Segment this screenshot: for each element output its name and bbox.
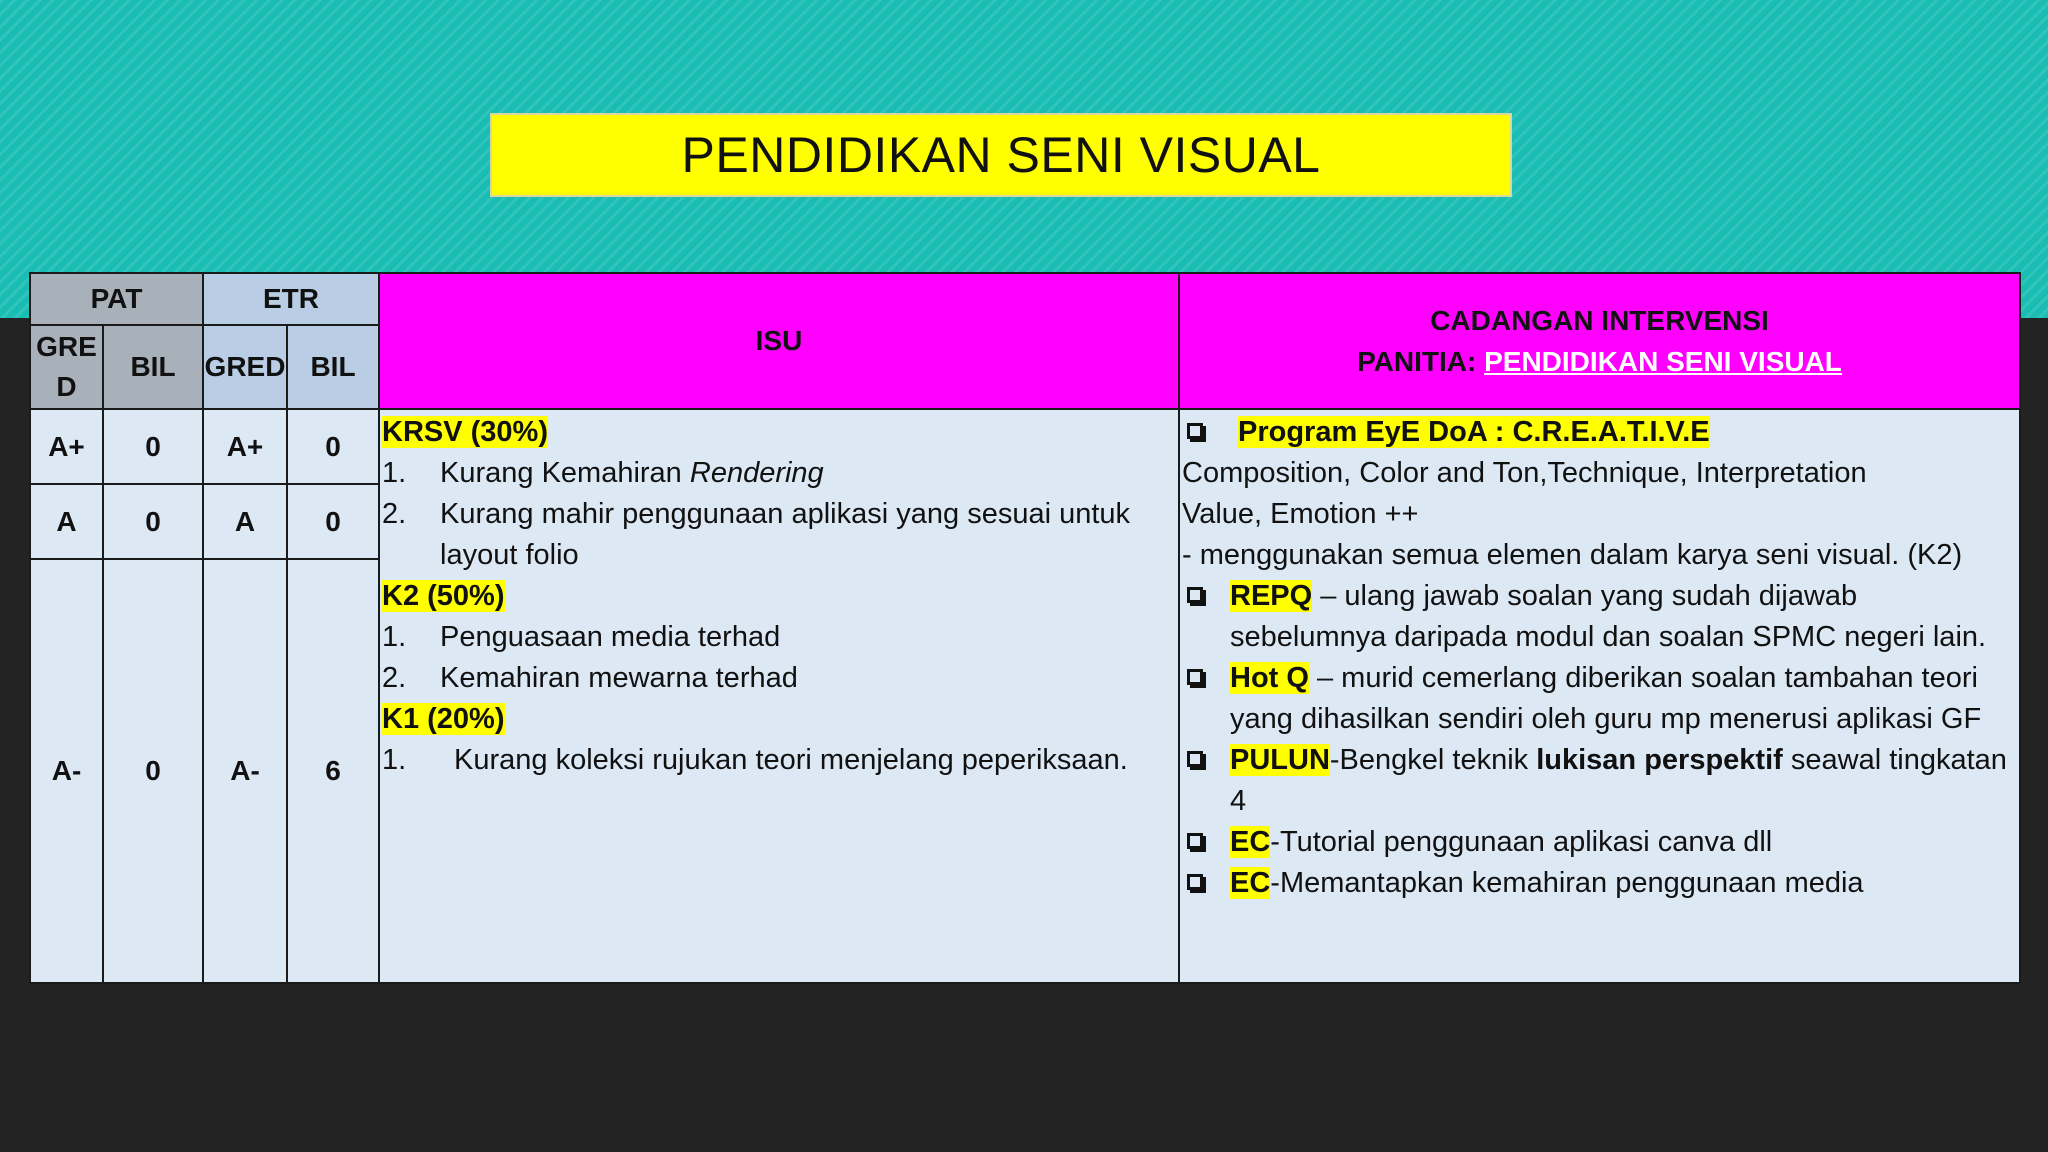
cadangan-content [1179, 409, 2020, 983]
program-desc-1: Composition, Color and Ton,Technique, Interpretation [1182, 457, 1867, 489]
header-pat-gred: GRED [30, 325, 103, 409]
etr-gred-cell: A+ [203, 409, 287, 484]
list-item [1182, 658, 2015, 740]
ec2-label: EC [1230, 867, 1271, 899]
header-pat: PAT [30, 273, 203, 325]
header-cadangan-line1: CADANGAN INTERVENSI [1430, 305, 1769, 336]
list-number: 1. [382, 621, 407, 653]
header-cadangan-colon: : [1466, 346, 1485, 377]
etr-gred-cell: A- [203, 559, 287, 983]
header-cadangan-line2 [1180, 341, 2019, 382]
header-cadangan-prefix: PANITIA [1357, 346, 1467, 377]
table-row [30, 409, 2020, 484]
list-item [382, 740, 1172, 781]
checkbox-square-icon [1182, 822, 1230, 863]
isu-content [379, 409, 1179, 983]
repq-label: REPQ [1230, 580, 1313, 612]
ec2-text: -Memantapkan kemahiran penggunaan media [1270, 867, 1864, 899]
repq-text: – ulang jawab soalan yang sudah dijawab sebelumnya daripada modul dan soalan SPMC negeri lain. [1230, 580, 1987, 653]
pat-bil-cell: 0 [103, 484, 203, 559]
list-item [1182, 576, 2015, 658]
pat-bil-cell: 0 [103, 559, 203, 983]
krsv-label: KRSV (30%) [382, 416, 548, 448]
k2-label: K2 (50%) [382, 580, 505, 612]
list-number: 1. [382, 457, 407, 489]
program-label: Program EyE DoA : C.R.E.A.T.I.V.E [1238, 416, 1710, 448]
checkbox-square-icon [1182, 412, 1238, 453]
pulun-text-a: -Bengkel teknik [1329, 744, 1537, 776]
header-etr-bil: BIL [287, 325, 379, 409]
checkbox-square-icon [1182, 863, 1230, 904]
hotq-text: – murid cemerlang diberikan soalan tambahan teori yang dihasilkan sendiri oleh guru mp menerusi aplikasi GF [1230, 662, 1982, 735]
list-text [440, 453, 1172, 494]
list-text: Kemahiran mewarna terhad [440, 662, 798, 694]
header-etr: ETR [203, 273, 379, 325]
header-row-top [30, 273, 2020, 325]
hotq-label: Hot Q [1230, 662, 1309, 694]
program-desc-2: Value, Emotion ++ [1182, 498, 1419, 530]
pulun-text-b: seawal tingkatan 4 [1230, 744, 2007, 817]
pat-gred-cell: A+ [30, 409, 103, 484]
pulun-label: PULUN [1230, 744, 1330, 776]
checkbox-square-icon [1182, 658, 1230, 740]
pat-gred-cell: A- [30, 559, 103, 983]
list-item [1182, 822, 2015, 863]
list-text-italic: Rendering [689, 457, 824, 489]
ec1-label: EC [1230, 826, 1271, 858]
list-number: 2. [382, 498, 407, 530]
header-cadangan-link[interactable]: PENDIDIKAN SENI VISUAL [1484, 346, 1842, 377]
etr-bil-cell: 0 [287, 409, 379, 484]
list-item [1182, 863, 2015, 904]
list-item [382, 494, 1172, 576]
etr-gred-cell: A [203, 484, 287, 559]
k1-label: K1 (20%) [382, 703, 505, 735]
header-cadangan [1179, 273, 2020, 409]
list-number: 2. [382, 662, 407, 694]
list-item [382, 658, 1172, 699]
list-text: Kurang mahir penggunaan aplikasi yang sesuai untuk layout folio [440, 498, 1131, 571]
list-text: Penguasaan media terhad [440, 621, 781, 653]
checkbox-square-icon [1182, 576, 1230, 658]
list-text-part: Kurang Kemahiran [440, 457, 690, 489]
checkbox-square-icon [1182, 740, 1230, 822]
pulun-text-bold: lukisan perspektif [1536, 744, 1783, 776]
list-item [1182, 740, 2015, 822]
ec1-text: -Tutorial penggunaan aplikasi canva dll [1270, 826, 1773, 858]
header-etr-gred: GRED [203, 325, 287, 409]
list-item [1182, 412, 2015, 453]
page-title: PENDIDIKAN SENI VISUAL [490, 113, 1512, 197]
list-number: 1. [382, 744, 407, 776]
header-isu: ISU [379, 273, 1179, 409]
list-text: Kurang koleksi rujukan teori menjelang peperiksaan. [454, 744, 1128, 776]
intervention-table [29, 272, 2021, 984]
pat-bil-cell: 0 [103, 409, 203, 484]
etr-bil-cell: 0 [287, 484, 379, 559]
header-pat-bil: BIL [103, 325, 203, 409]
list-item [382, 617, 1172, 658]
program-desc-3: - menggunakan semua elemen dalam karya seni visual. (K2) [1182, 539, 1963, 571]
list-item [382, 453, 1172, 494]
pat-gred-cell: A [30, 484, 103, 559]
etr-bil-cell: 6 [287, 559, 379, 983]
